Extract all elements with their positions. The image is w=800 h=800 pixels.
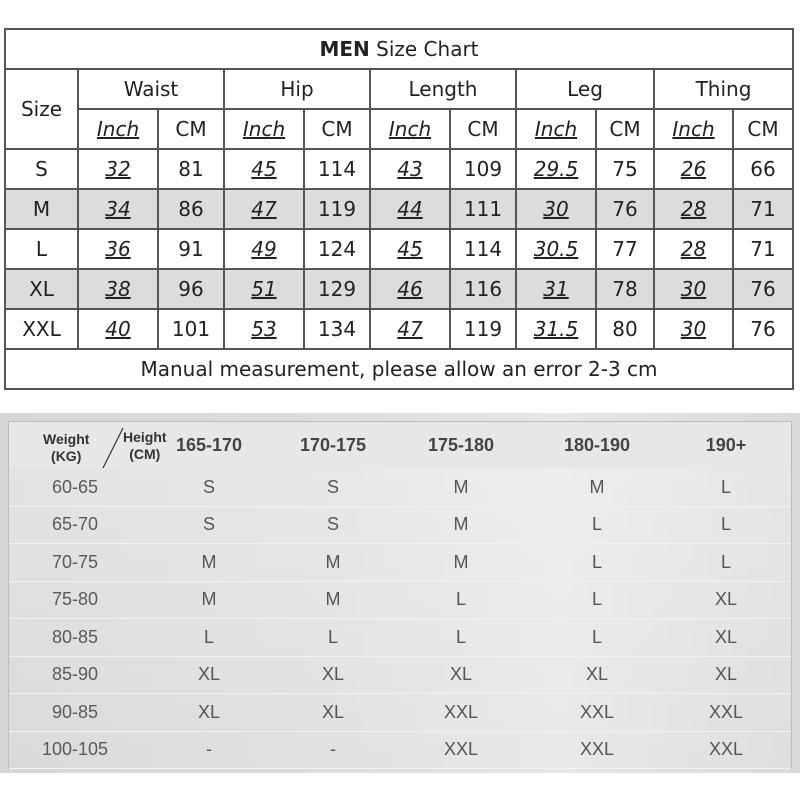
size-label-cell: L <box>5 229 78 269</box>
group-header-hip: Hip <box>224 69 370 109</box>
height-unit: (CM) <box>129 446 161 462</box>
measurement-note: Manual measurement, please allow an error 2-3 cm <box>5 349 793 389</box>
cm-value-cell: 71 <box>733 189 793 229</box>
recommended-size-cell: M <box>277 581 389 619</box>
recommended-size-cell: S <box>141 469 277 506</box>
height-label-block <box>123 429 167 463</box>
cm-value-cell: 91 <box>158 229 224 269</box>
cm-value-cell: 119 <box>450 309 516 349</box>
cm-value-cell: 134 <box>304 309 370 349</box>
inch-value-cell: 47 <box>370 309 450 349</box>
recommended-size-cell: XXL <box>533 731 661 769</box>
cm-value-cell: 76 <box>596 189 654 229</box>
recommended-size-cell: M <box>389 506 533 544</box>
weight-range-cell: 60-65 <box>9 469 141 506</box>
chart-title-rest: Size Chart <box>369 37 479 61</box>
recommended-size-cell: L <box>533 581 661 619</box>
inch-value-cell: 30 <box>516 189 596 229</box>
unit-cm-header: CM <box>596 109 654 149</box>
cm-value-cell: 66 <box>733 149 793 189</box>
recommended-size-cell: XL <box>277 694 389 732</box>
inch-value-cell: 31.5 <box>516 309 596 349</box>
recommended-size-cell: XXL <box>389 731 533 769</box>
unit-cm-header: CM <box>733 109 793 149</box>
recommended-size-cell: M <box>141 544 277 582</box>
cm-value-cell: 78 <box>596 269 654 309</box>
inch-value-cell: 30.5 <box>516 229 596 269</box>
unit-inch-header: Inch <box>516 109 596 149</box>
unit-inch-header: Inch <box>370 109 450 149</box>
size-recommendation-panel <box>0 413 800 773</box>
cm-value-cell: 124 <box>304 229 370 269</box>
group-header-waist: Waist <box>78 69 224 109</box>
inch-value-cell: 26 <box>654 149 733 189</box>
height-range-header: 165-170 <box>141 422 277 469</box>
weight-row <box>9 581 791 619</box>
weight-row <box>9 544 791 582</box>
recommended-size-cell: S <box>277 469 389 506</box>
recommended-size-cell: L <box>141 619 277 657</box>
size-recommendation-table <box>9 422 791 769</box>
inch-value-cell: 28 <box>654 229 733 269</box>
cm-value-cell: 81 <box>158 149 224 189</box>
recommended-size-cell: L <box>533 506 661 544</box>
group-header-leg: Leg <box>516 69 654 109</box>
recommended-size-cell: XXL <box>661 731 791 769</box>
inch-value-cell: 45 <box>224 149 304 189</box>
weight-unit: (KG) <box>51 448 82 464</box>
recommended-size-cell: L <box>661 544 791 582</box>
cm-value-cell: 109 <box>450 149 516 189</box>
inch-value-cell: 29.5 <box>516 149 596 189</box>
size-recommendation-frame <box>8 421 792 769</box>
cm-value-cell: 114 <box>450 229 516 269</box>
inch-value-cell: 30 <box>654 309 733 349</box>
cm-value-cell: 129 <box>304 269 370 309</box>
height-range-header: 190+ <box>661 422 791 469</box>
recommended-size-cell: S <box>277 506 389 544</box>
unit-cm-header: CM <box>304 109 370 149</box>
inch-value-cell: 44 <box>370 189 450 229</box>
recommended-size-cell: - <box>277 731 389 769</box>
recommended-size-cell: S <box>141 506 277 544</box>
weight-row <box>9 469 791 506</box>
height-label: Height <box>123 429 167 445</box>
inch-value-cell: 36 <box>78 229 158 269</box>
inch-value-cell: 49 <box>224 229 304 269</box>
recommended-size-cell: L <box>389 619 533 657</box>
inch-value-cell: 47 <box>224 189 304 229</box>
weight-label: Weight <box>43 431 90 447</box>
recommended-size-cell: XXL <box>533 694 661 732</box>
inch-value-cell: 34 <box>78 189 158 229</box>
inch-value-cell: 30 <box>654 269 733 309</box>
recommended-size-cell: L <box>661 469 791 506</box>
size-label-cell: M <box>5 189 78 229</box>
weight-row <box>9 694 791 732</box>
weight-range-cell: 75-80 <box>9 581 141 619</box>
recommended-size-cell: L <box>533 619 661 657</box>
cm-value-cell: 111 <box>450 189 516 229</box>
recommended-size-cell: L <box>533 544 661 582</box>
group-header-thing: Thing <box>654 69 793 109</box>
inch-value-cell: 31 <box>516 269 596 309</box>
size-chart-table <box>4 28 794 390</box>
chart-title <box>5 29 793 69</box>
weight-height-corner <box>9 422 167 469</box>
cm-value-cell: 80 <box>596 309 654 349</box>
cm-value-cell: 75 <box>596 149 654 189</box>
height-range-header: 175-180 <box>389 422 533 469</box>
cm-value-cell: 77 <box>596 229 654 269</box>
weight-row <box>9 656 791 694</box>
cm-value-cell: 86 <box>158 189 224 229</box>
recommended-size-cell: XXL <box>389 694 533 732</box>
cm-value-cell: 101 <box>158 309 224 349</box>
size-row <box>5 189 793 229</box>
unit-cm-header: CM <box>158 109 224 149</box>
recommended-size-cell: M <box>389 544 533 582</box>
inch-value-cell: 51 <box>224 269 304 309</box>
size-label-cell: S <box>5 149 78 189</box>
recommended-size-cell: M <box>141 581 277 619</box>
size-label-cell: XXL <box>5 309 78 349</box>
recommended-size-cell: XL <box>661 656 791 694</box>
size-row <box>5 309 793 349</box>
recommended-size-cell: L <box>661 506 791 544</box>
cm-value-cell: 114 <box>304 149 370 189</box>
recommended-size-cell: L <box>277 619 389 657</box>
inch-value-cell: 53 <box>224 309 304 349</box>
recommended-size-cell: XL <box>661 581 791 619</box>
recommended-size-cell: XL <box>277 656 389 694</box>
weight-row <box>9 506 791 544</box>
unit-inch-header: Inch <box>654 109 733 149</box>
inch-value-cell: 28 <box>654 189 733 229</box>
recommended-size-cell: XL <box>141 656 277 694</box>
recommended-size-cell: XL <box>661 619 791 657</box>
weight-row <box>9 731 791 769</box>
weight-range-cell: 100-105 <box>9 731 141 769</box>
size-row <box>5 229 793 269</box>
recommended-size-cell: - <box>141 731 277 769</box>
inch-value-cell: 40 <box>78 309 158 349</box>
recommended-size-cell: L <box>389 581 533 619</box>
cm-value-cell: 76 <box>733 309 793 349</box>
size-column-header: Size <box>5 69 78 149</box>
size-label-cell: XL <box>5 269 78 309</box>
weight-range-cell: 80-85 <box>9 619 141 657</box>
inch-value-cell: 32 <box>78 149 158 189</box>
recommended-size-cell: XL <box>533 656 661 694</box>
chart-title-bold: MEN <box>319 37 370 61</box>
unit-cm-header: CM <box>450 109 516 149</box>
unit-inch-header: Inch <box>224 109 304 149</box>
recommended-size-cell: XL <box>389 656 533 694</box>
recommended-size-cell: M <box>533 469 661 506</box>
cm-value-cell: 96 <box>158 269 224 309</box>
inch-value-cell: 45 <box>370 229 450 269</box>
unit-inch-header: Inch <box>78 109 158 149</box>
height-range-header: 170-175 <box>277 422 389 469</box>
recommended-size-cell: M <box>277 544 389 582</box>
recommended-size-cell: M <box>389 469 533 506</box>
inch-value-cell: 46 <box>370 269 450 309</box>
recommended-size-cell: XXL <box>661 694 791 732</box>
cm-value-cell: 71 <box>733 229 793 269</box>
cm-value-cell: 119 <box>304 189 370 229</box>
cm-value-cell: 76 <box>733 269 793 309</box>
weight-range-cell: 90-85 <box>9 694 141 732</box>
inch-value-cell: 38 <box>78 269 158 309</box>
size-row <box>5 149 793 189</box>
recommended-size-cell: XL <box>141 694 277 732</box>
inch-value-cell: 43 <box>370 149 450 189</box>
weight-label-block <box>43 431 89 465</box>
height-range-header: 180-190 <box>533 422 661 469</box>
group-header-length: Length <box>370 69 516 109</box>
weight-range-cell: 65-70 <box>9 506 141 544</box>
weight-row <box>9 619 791 657</box>
size-row <box>5 269 793 309</box>
weight-range-cell: 70-75 <box>9 544 141 582</box>
weight-range-cell: 85-90 <box>9 656 141 694</box>
cm-value-cell: 116 <box>450 269 516 309</box>
